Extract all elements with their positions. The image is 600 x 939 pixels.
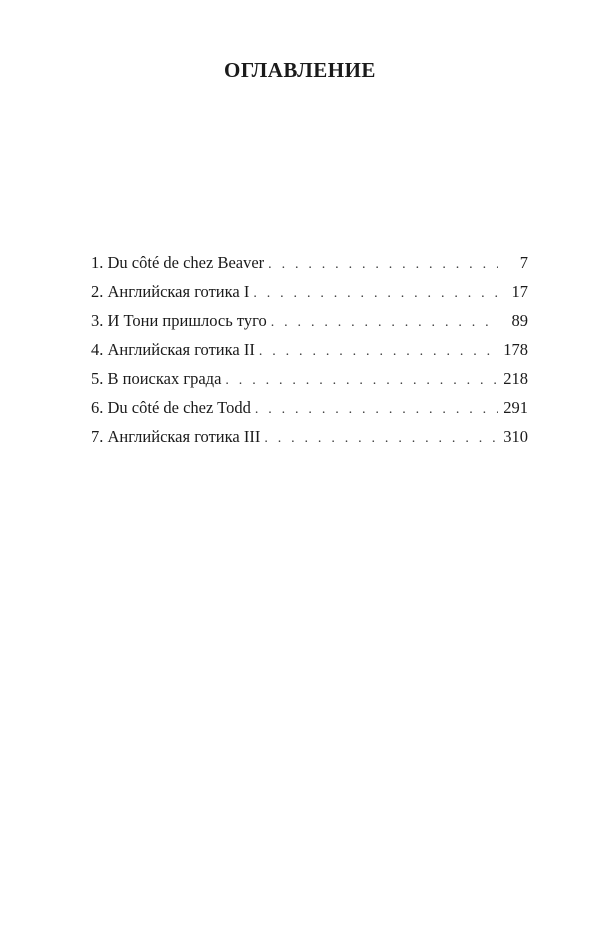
toc-dot-leader (225, 366, 498, 393)
toc-entry (91, 422, 528, 451)
toc-entry (91, 248, 528, 277)
toc-entry-page: 17 (511, 282, 528, 301)
toc-dot-leader (271, 308, 498, 335)
toc-entry-page: 310 (503, 427, 528, 446)
toc-entry-page: 7 (519, 253, 528, 272)
toc-entry-page: 291 (503, 398, 528, 417)
toc-entry-title: 5. В поисках града (91, 369, 222, 388)
toc-dot-leader (255, 395, 498, 422)
page-title: ОГЛАВЛЕНИЕ (224, 58, 376, 82)
toc-entry (91, 306, 528, 335)
toc-entry-title: 2. Английская готика I (91, 282, 250, 301)
toc-entry-title: 4. Английская готика II (91, 340, 255, 359)
toc-entry (91, 335, 528, 364)
toc-entry (91, 393, 528, 422)
toc-entry-page: 178 (503, 340, 528, 359)
toc-entry-title: 3. И Тони пришлось туго (91, 311, 267, 330)
toc-entry (91, 277, 528, 306)
toc-dot-leader (259, 337, 498, 364)
toc-dot-leader (253, 279, 498, 306)
toc-entry-title: 6. Du côté de chez Todd (91, 398, 251, 417)
toc-entry-title: 7. Английская готика III (91, 427, 261, 446)
toc-entry-page: 89 (511, 311, 528, 330)
toc-dot-leader (264, 424, 498, 451)
toc-entry-title: 1. Du côté de chez Beaver (91, 253, 265, 272)
toc-entry (91, 364, 528, 393)
table-of-contents (91, 248, 528, 451)
toc-entry-page: 218 (503, 369, 528, 388)
toc-dot-leader (268, 250, 498, 277)
